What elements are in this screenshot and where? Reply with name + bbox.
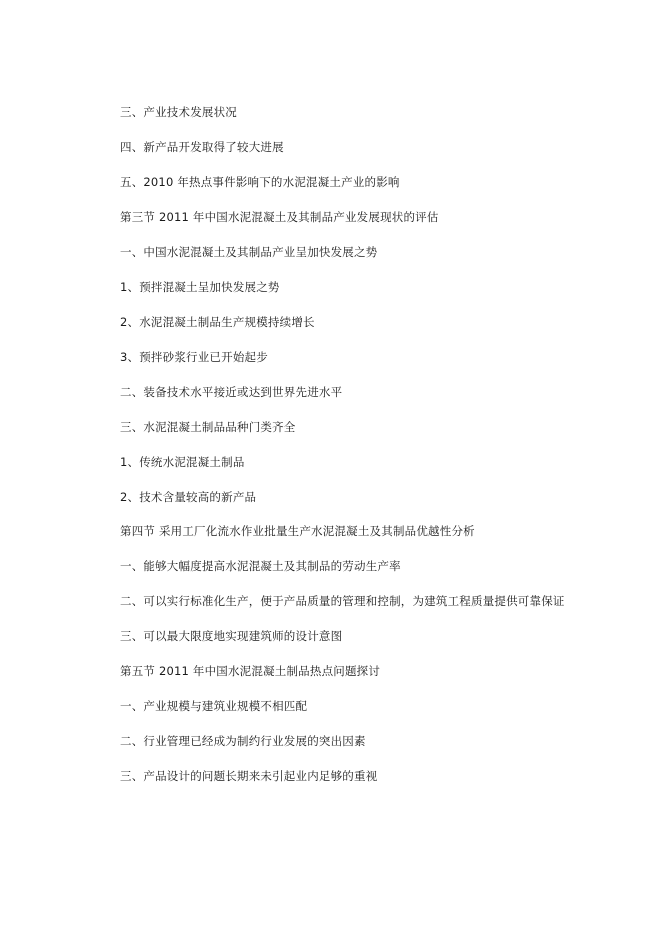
toc-line: 一、能够大幅度提高水泥混凝土及其制品的劳动生产率 [120,559,401,573]
toc-line: 三、产品设计的问题长期来未引起业内足够的重视 [120,769,378,783]
toc-line: 二、行业管理已经成为制约行业发展的突出因素 [120,734,366,748]
toc-line: 三、产业技术发展状况 [120,105,237,119]
toc-line: 二、可以实行标准化生产，便于产品质量的管理和控制，为建筑工程质量提供可靠保证 [120,594,565,608]
toc-line: 二、装备技术水平接近或达到世界先进水平 [120,385,343,399]
toc-line: 2、水泥混凝土制品生产规模持续增长 [120,315,315,329]
section-heading: 第四节 采用工厂化流水作业批量生产水泥混凝土及其制品优越性分析 [120,524,475,538]
toc-line: 2、技术含量较高的新产品 [120,490,257,504]
toc-line: 3、预拌砂浆行业已开始起步 [120,350,268,364]
toc-line: 一、产业规模与建筑业规模不相匹配 [120,699,308,713]
toc-line: 1、预拌混凝土呈加快发展之势 [120,280,280,294]
section-heading: 第三节 2011 年中国水泥混凝土及其制品产业发展现状的评估 [120,210,439,224]
toc-line: 三、可以最大限度地实现建筑师的设计意图 [120,629,343,643]
toc-line: 1、传统水泥混凝土制品 [120,455,245,469]
section-heading: 第五节 2011 年中国水泥混凝土制品热点问题探讨 [120,664,381,678]
toc-line: 三、水泥混凝土制品品种门类齐全 [120,420,296,434]
toc-line: 五、2010 年热点事件影响下的水泥混凝土产业的影响 [120,175,400,189]
toc-line: 四、新产品开发取得了较大进展 [120,140,284,154]
toc-line: 一、中国水泥混凝土及其制品产业呈加快发展之势 [120,245,378,259]
